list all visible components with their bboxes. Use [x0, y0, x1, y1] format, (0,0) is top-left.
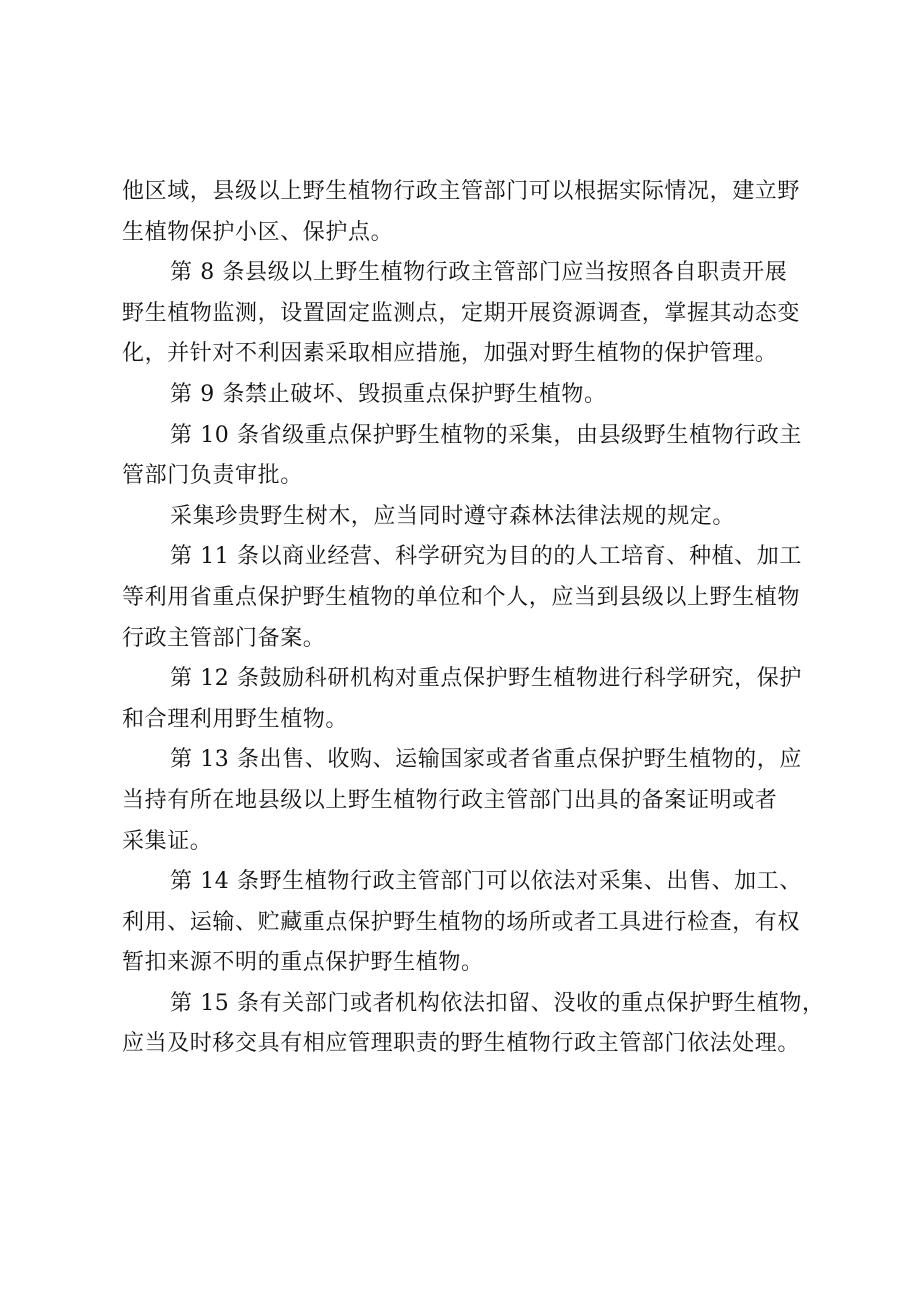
text-line: 第 10 条省级重点保护野生植物的采集，由县级野生植物行政主 [170, 422, 802, 448]
article-8 [122, 253, 812, 375]
article-11 [122, 537, 812, 659]
text-line: 第 14 条野生植物行政主管部门可以依法对采集、出售、加工、 [170, 869, 802, 895]
paragraph-continuation [122, 172, 812, 253]
text-line: 第 11 条以商业经营、科学研究为目的的人工培育、种植、加工 [170, 544, 802, 570]
article-10 [122, 416, 812, 497]
text-line: 第 8 条县级以上野生植物行政主管部门应当按照各自职责开展 [170, 260, 788, 286]
text-line: 第 12 条鼓励科研机构对重点保护野生植物进行科学研究，保护 [170, 666, 802, 692]
article-10-supplement [122, 497, 812, 538]
text-line: 采集珍贵野生树木，应当同时遵守森林法律法规的规定。 [170, 503, 736, 529]
article-12 [122, 659, 812, 740]
text-line: 第 13 条出售、收购、运输国家或者省重点保护野生植物的，应 [170, 747, 802, 773]
document-body [122, 172, 825, 1065]
text-line: 第 9 条禁止破坏、毁损重点保护野生植物。 [170, 381, 607, 407]
article-15 [122, 984, 825, 1065]
text-line: 当持有所在地县级以上野生植物行政主管部门出具的备案证明或者 [122, 787, 778, 813]
text-line: 行政主管部门备案。 [122, 625, 326, 651]
text-line: 暂扣来源不明的重点保护野生植物。 [122, 950, 484, 976]
article-13 [122, 740, 812, 862]
text-line: 生植物保护小区、保护点。 [122, 219, 394, 245]
text-line: 他区域，县级以上野生植物行政主管部门可以根据实际情况，建立野 [122, 179, 801, 204]
article-9 [122, 375, 812, 416]
text-line: 管部门负责审批。 [122, 463, 303, 489]
text-line: 第 15 条有关部门或者机构依法扣留、没收的重点保护野生植物， [170, 990, 825, 1016]
article-14 [122, 862, 812, 984]
text-line: 化，并针对不利因素采取相应措施，加强对野生植物的保护管理。 [122, 341, 778, 367]
text-line: 等利用省重点保护野生植物的单位和个人，应当到县级以上野生植物 [122, 584, 801, 610]
text-line: 野生植物监测，设置固定监测点，定期开展资源调查，掌握其动态变 [122, 300, 801, 326]
text-line: 应当及时移交具有相应管理职责的野生植物行政主管部门依法处理。 [122, 1031, 801, 1057]
text-line: 和合理利用野生植物。 [122, 706, 349, 732]
text-line: 采集证。 [122, 828, 213, 854]
text-line: 利用、运输、贮藏重点保护野生植物的场所或者工具进行检查，有权 [122, 909, 801, 935]
